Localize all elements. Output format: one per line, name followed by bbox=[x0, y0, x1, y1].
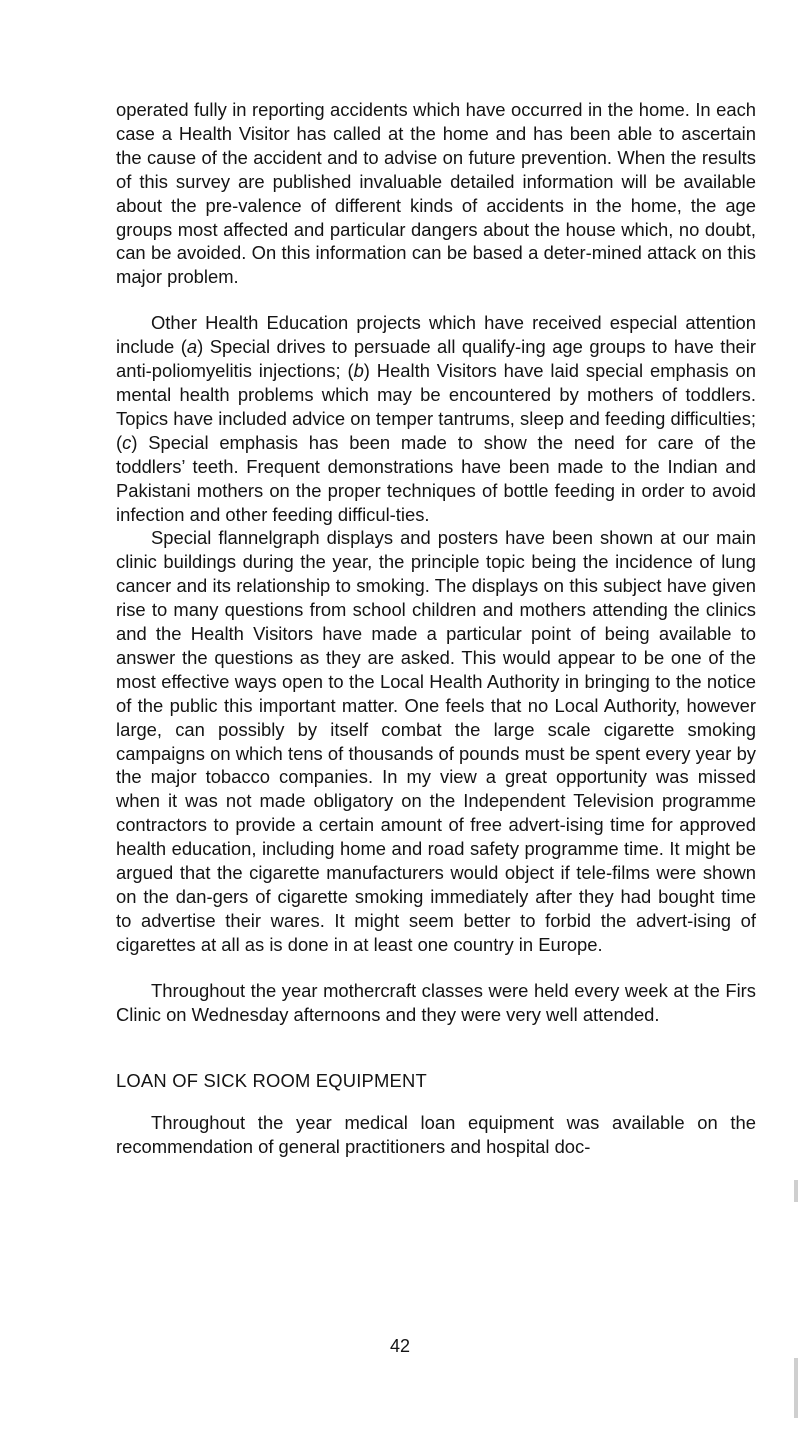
paragraph-text-run: ) Special drives to persuade all qualify-ing age groups to have their anti-poliomyelitis injections; ( bbox=[116, 336, 756, 382]
paragraph-health-education-projects bbox=[116, 311, 756, 526]
paragraph-mothercraft-classes bbox=[116, 979, 756, 1027]
list-marker-letter: c bbox=[122, 431, 132, 453]
section-heading: LOAN OF SICK ROOM EQUIPMENT bbox=[116, 1069, 427, 1091]
paragraph-loan-equipment: Throughout the year medical loan equipment was available on the recommendation of general practitioners and hospital doc- bbox=[116, 1112, 756, 1158]
paragraph-text-run: ) Special emphasis has been made to show the need for care of the toddlers’ teeth. Frequent demonstrations have been made to the Indian and Pakistani mothers on the proper techniques of bottle feeding in order to avoid infection and other feeding difficul-ties. bbox=[116, 431, 756, 525]
scan-edge-mark bbox=[794, 1358, 798, 1418]
scan-edge-mark bbox=[794, 1180, 798, 1202]
paragraph-flannelgraph-displays bbox=[116, 526, 756, 956]
paragraph-text-run: ) Health Visitors have laid special emphasis on mental health problems which may be encountered by mothers of toddlers. Topics have included advice on temper tantrums, sleep and feeding difficulties; ( bbox=[116, 360, 756, 453]
page-number: 42 bbox=[389, 1336, 411, 1356]
paragraph-text-run: Throughout the year mothercraft classes were held every week at the Firs Clinic on Wednesday afternoons and they were very well attended. bbox=[116, 979, 756, 1025]
paragraph-text-run: operated fully in reporting accidents which have occurred in the home. In each case a Health Visitor has called at the home and has been able to ascertain the cause of the accident and to advise on future prevention. When the results of this survey are published invaluable detailed information will be available about the pre-valence of different kinds of accidents in the home, the age groups most affected and particular dangers about the house which, no doubt, can be avoided. On this information can be based a deter-mined attack on this major problem. bbox=[116, 99, 756, 288]
paragraph-accident-survey bbox=[116, 98, 756, 289]
paragraph-text-run: Special flannelgraph displays and posters have been shown at our main clinic buildings during the year, the principle topic being the incidence of lung cancer and its relationship to smoking. The displays on this subject have given rise to many questions from school children and mothers attending the clinics and the Health Visitors have made a particular point of being available to answer the questions as they are asked. This would appear to be one of the most effective ways open to the Local Health Authority in bringing to the notice of the public this important matter. One feels that no Local Authority, however large, can possibly by itself combat the large scale cigarette smoking campaigns on which tens of thousands of pounds must be spent every year by the major tobacco companies. In my view a great opportunity was missed when it was not made obligatory on the Independent Television programme contractors to provide a certain amount of free advert-ising time for approved health education, including home and road safety programme time. It might be argued that the cigarette manufacturers would object if tele-films were shown on the dan-gers of cigarette smoking immediately after they had bought time to advertise their wares. It might seem better to forbid the advert-ising of cigarettes at all as is done in at least one country in Europe. bbox=[116, 527, 756, 955]
document-page bbox=[116, 98, 756, 1159]
list-marker-letter: a bbox=[186, 336, 198, 358]
paragraph-text-run: Other Health Education projects which have received especial attention include ( bbox=[116, 312, 756, 358]
list-marker-letter: b bbox=[353, 360, 364, 382]
